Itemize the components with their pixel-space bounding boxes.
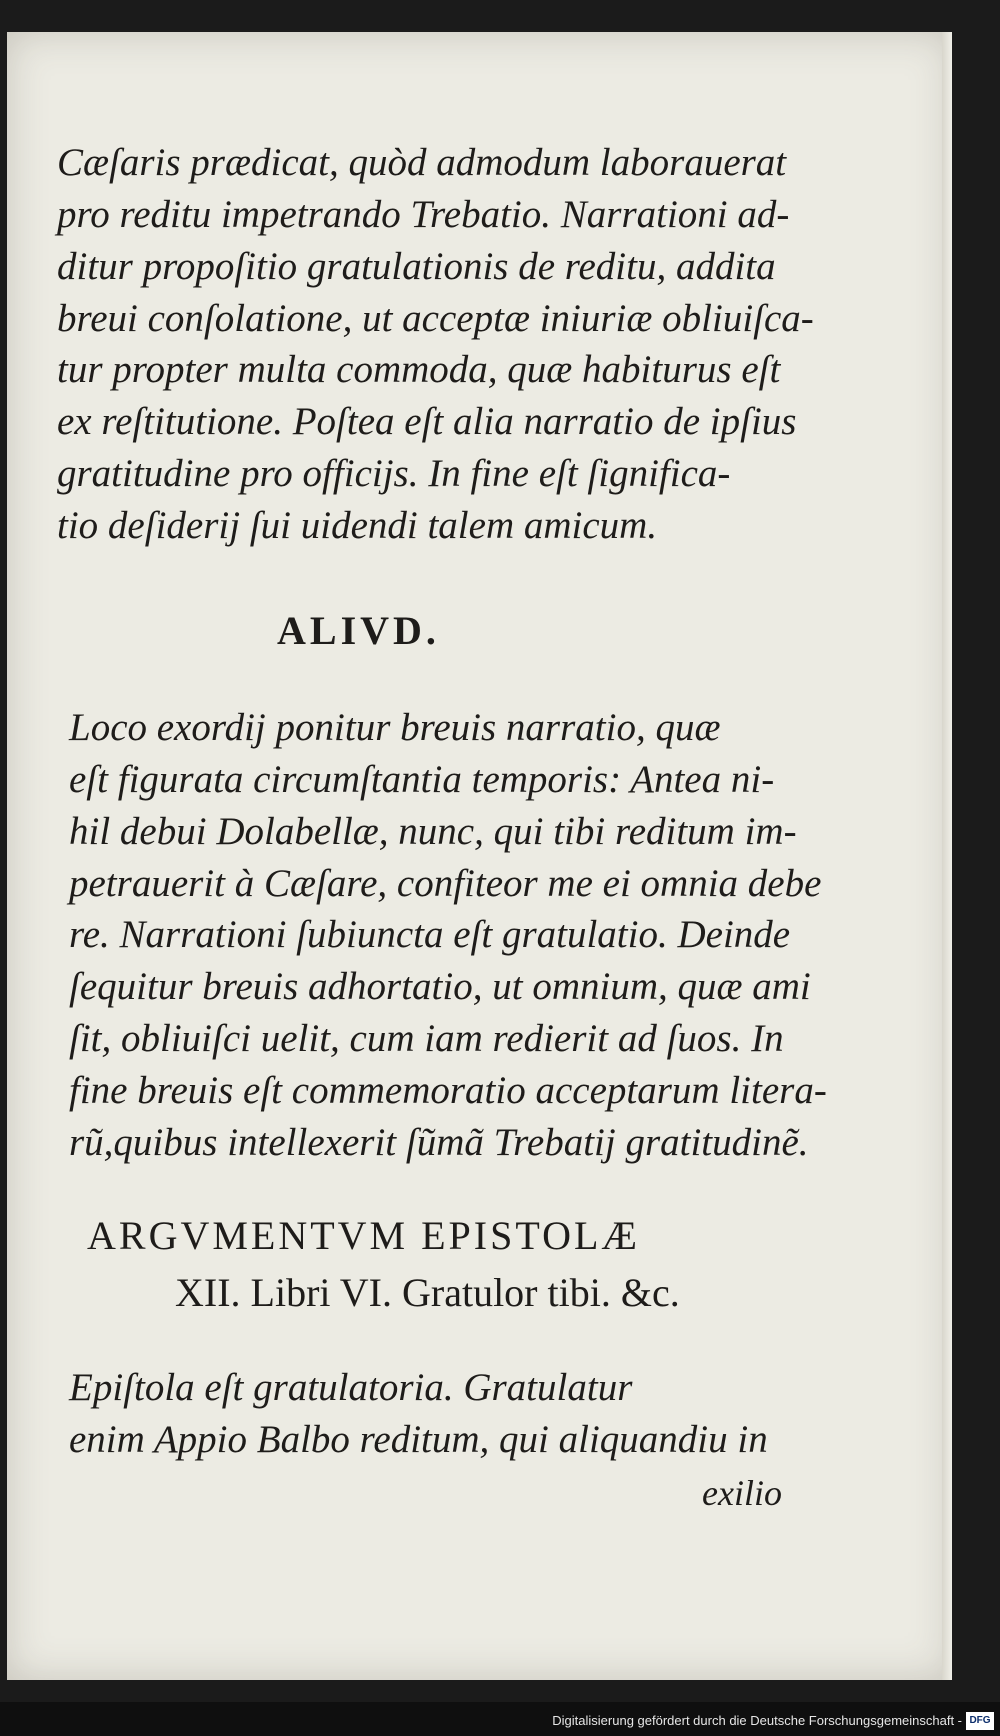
- text-line: hil debui Dolabellæ, nunc, qui tibi reditum im-: [69, 809, 797, 853]
- text-line: enim Appio Balbo reditum, qui aliquandiu in: [69, 1417, 768, 1461]
- paragraph-1: [57, 137, 814, 552]
- text-line: breui conſolatione, ut acceptæ iniuriæ obliuiſca-: [57, 296, 814, 340]
- text-line: pro reditu impetrando Trebatio. Narrationi ad-: [57, 192, 790, 236]
- text-line: ex reſtitutione. Poſtea eſt alia narratio de ipſius: [57, 400, 797, 444]
- text-line: re. Narrationi ſubiuncta eſt gratulatio. Deinde: [69, 913, 791, 957]
- heading-argumentum: ARGVMENTVM EPISTOLÆ: [87, 1213, 640, 1258]
- paragraph-3: [69, 1362, 774, 1466]
- paragraph-2: [69, 702, 827, 1169]
- text-line: rũ,quibus intellexerit ſũmã Trebatij gratitudinẽ.: [69, 1120, 809, 1164]
- subheading: XII. Libri VI. Gratulor tibi. &c.: [175, 1270, 680, 1315]
- catchword: exilio: [702, 1473, 782, 1513]
- funding-note: Digitalisierung gefördert durch die Deutsche Forschungsgemeinschaft -: [552, 1713, 962, 1728]
- text-line: eſt figurata circumſtantia temporis: Antea ni-: [69, 757, 775, 801]
- footer-bar: [0, 1702, 1000, 1736]
- text-line: tio deſiderij ſui uidendi talem amicum.: [57, 504, 658, 548]
- heading-aliud: ALIVD.: [277, 608, 440, 653]
- text-line: fine breuis eſt commemoratio acceptarum litera-: [69, 1069, 827, 1113]
- text-line: gratitudine pro officijs. In fine eſt ſignifica-: [57, 452, 731, 496]
- text-line: tur propter multa commoda, quæ habiturus eſt: [57, 348, 781, 392]
- text-line: Cæſaris prædicat, quòd admodum laborauerat: [57, 141, 787, 184]
- page-edge: [942, 32, 952, 1680]
- text-line: ſequitur breuis adhortatio, ut omnium, quæ ami: [69, 965, 811, 1009]
- book-page: [7, 32, 952, 1680]
- text-line: petrauerit à Cæſare, confiteor me ei omnia debe: [69, 861, 822, 905]
- text-line: ſit, obliuiſci uelit, cum iam redierit ad ſuos. In: [69, 1017, 784, 1061]
- dfg-logo-icon: DFG: [966, 1712, 994, 1730]
- text-line: ditur propoſitio gratulationis de reditu, addita: [57, 244, 776, 288]
- text-line: Loco exordij ponitur breuis narratio, quæ: [69, 706, 721, 749]
- text-line: Epiſtola eſt gratulatoria. Gratulatur: [69, 1366, 633, 1409]
